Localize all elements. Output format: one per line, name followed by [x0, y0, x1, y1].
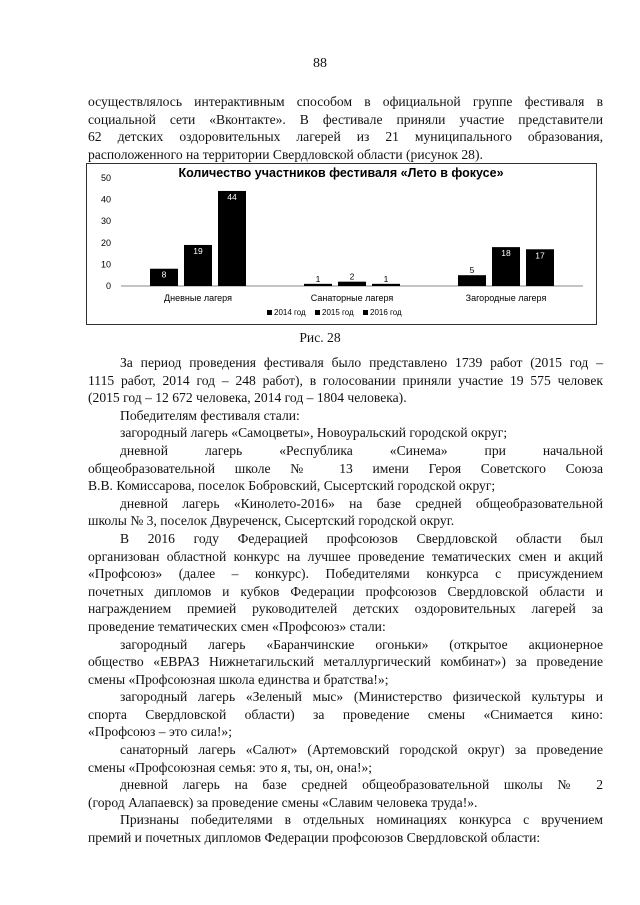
intro-paragraph: [88, 93, 603, 163]
legend-label: 2014 год: [274, 308, 306, 317]
y-tick-label: 10: [100, 259, 111, 270]
y-tick-label: 20: [100, 237, 111, 248]
bar-value-label: 17: [535, 250, 545, 261]
paragraph-line: (2015 год – 12 672 человека, 2014 год – 1804 человека).: [88, 390, 407, 406]
intro-line: 62 детских оздоровительных лагерей из 21 муниципального образования,: [88, 129, 603, 145]
paragraph: [88, 688, 603, 741]
intro-line: расположенного на территории Свердловской области (рисунок 28).: [88, 146, 483, 162]
y-tick-label: 40: [100, 194, 111, 205]
intro-line: осуществлялось интерактивным способом в официальной группе фестиваля в: [88, 94, 603, 109]
paragraph: [88, 811, 603, 846]
paragraph: [88, 636, 603, 689]
paragraph-line: дневной лагерь «Республика «Синема» при начальной: [120, 442, 603, 458]
participants-chart: [86, 163, 597, 325]
bar-1: [304, 284, 332, 286]
paragraph-line: загородный лагерь «Самоцветы», Новоуральский городской округ;: [120, 425, 508, 441]
bar-3: [372, 284, 400, 286]
paragraph-line: почетных дипломов и кубков Федерации профсоюзов Свердловской области и: [88, 583, 603, 599]
paragraph-line: загородный лагерь «Зеленый мыс» (Министерство физической культуры и: [120, 689, 603, 705]
paragraph-line: дневной лагерь на базе средней общеобразовательной школы № 2: [120, 777, 603, 793]
paragraph-line: общество «ЕВРАЗ Нижнетагильский металлургический комбинат») за проведение: [88, 654, 603, 670]
bar-value-label: 44: [227, 191, 237, 202]
paragraph-line: смены «Профсоюзная школа единства и братства!»;: [88, 671, 389, 687]
paragraph: [88, 424, 603, 442]
paragraph-line: «Профсоюз» (далее – конкурс). Победителями конкурса с присуждением: [88, 566, 603, 582]
bar-value-label: 8: [161, 269, 167, 280]
bar-2: [338, 282, 366, 286]
paragraph: [88, 442, 603, 495]
body-text: [88, 354, 603, 847]
bar-value-label: 19: [193, 245, 203, 256]
paragraph-line: школы № 3, поселок Двуреченск, Сысертский городской округ.: [88, 513, 455, 529]
bar-value-label: 5: [469, 265, 475, 276]
paragraph-line: За период проведения фестиваля было представлено 1739 работ (2015 год –: [120, 355, 603, 370]
paragraph-line: организован областной конкурс на лучшее проведение тематических смен и акций: [88, 548, 603, 564]
paragraph-line: награждением премией руководителей детских оздоровительных лагерей за: [88, 601, 603, 617]
paragraph-line: «Профсоюз – это сила!»;: [88, 724, 232, 740]
y-tick-label: 30: [100, 216, 111, 227]
figure-caption: Рис. 28: [299, 330, 341, 345]
x-category-label: Загородные лагеря: [465, 293, 547, 303]
paragraph-line: загородный лагерь «Баранчинские огоньки» (открытое акционерное: [120, 636, 603, 652]
bar-value-label: 1: [383, 273, 389, 284]
paragraph-line: (город Алапаевск) за проведение смены «Славим человека труда!».: [88, 794, 478, 810]
intro-line: социальной сети «Вконтакте». В фестивале приняли участие представители: [88, 111, 603, 127]
paragraph-line: спорта Свердловской области) за проведение смены «Снимается кино:: [88, 706, 603, 722]
paragraph: [88, 354, 603, 407]
page-number: 88: [313, 56, 327, 71]
paragraph: [88, 741, 603, 776]
paragraph: [88, 407, 603, 425]
x-category-label: Санаторные лагеря: [310, 293, 394, 303]
paragraph-line: В.В. Комиссарова, поселок Бобровский, Сысертский городской округ;: [88, 478, 496, 494]
bar-1: [458, 275, 486, 286]
paragraph-line: премий и почетных дипломов Федерации профсоюзов Свердловской области:: [88, 830, 541, 846]
paragraph-line: Признаны победителями в отдельных номинациях конкурса с вручением: [120, 812, 603, 828]
legend-label: 2015 год: [322, 308, 354, 317]
legend-swatch: [267, 310, 272, 315]
bar-value-label: 18: [501, 248, 511, 259]
paragraph: [88, 776, 603, 811]
paragraph-line: общеобразовательной школе № 13 имени Героя Советского Союза: [88, 460, 603, 476]
paragraph-line: Победителям фестиваля стали:: [120, 407, 300, 423]
y-tick-label: 50: [100, 173, 111, 183]
legend-label: 2016 год: [370, 308, 402, 317]
x-category-label: Дневные лагеря: [164, 293, 232, 303]
bar-3: [218, 191, 246, 286]
paragraph-line: санаторный лагерь «Салют» (Артемовский городской округ) за проведение: [120, 742, 603, 758]
paragraph-line: В 2016 году Федерацией профсоюзов Свердловской области был: [120, 530, 603, 546]
paragraph-line: проведение тематических смен «Профсоюз» стали:: [88, 618, 386, 634]
chart-title: Количество участников фестиваля «Лето в фокусе»: [178, 166, 504, 180]
bar-value-label: 2: [349, 271, 355, 282]
paragraph: [88, 495, 603, 530]
paragraph-line: 1115 работ, 2014 год – 248 работ), в голосовании приняли участие 19 575 человек: [88, 372, 603, 388]
paragraph-line: дневной лагерь «Кинолето-2016» на базе средней общеобразовательной: [120, 495, 603, 511]
bar-value-label: 1: [315, 273, 321, 284]
legend-swatch: [315, 310, 320, 315]
paragraph: [88, 530, 603, 636]
paragraph-line: смены «Профсоюзная семья: это я, ты, он, она!»;: [88, 759, 373, 775]
legend-swatch: [363, 310, 368, 315]
y-tick-label: 0: [105, 281, 111, 291]
